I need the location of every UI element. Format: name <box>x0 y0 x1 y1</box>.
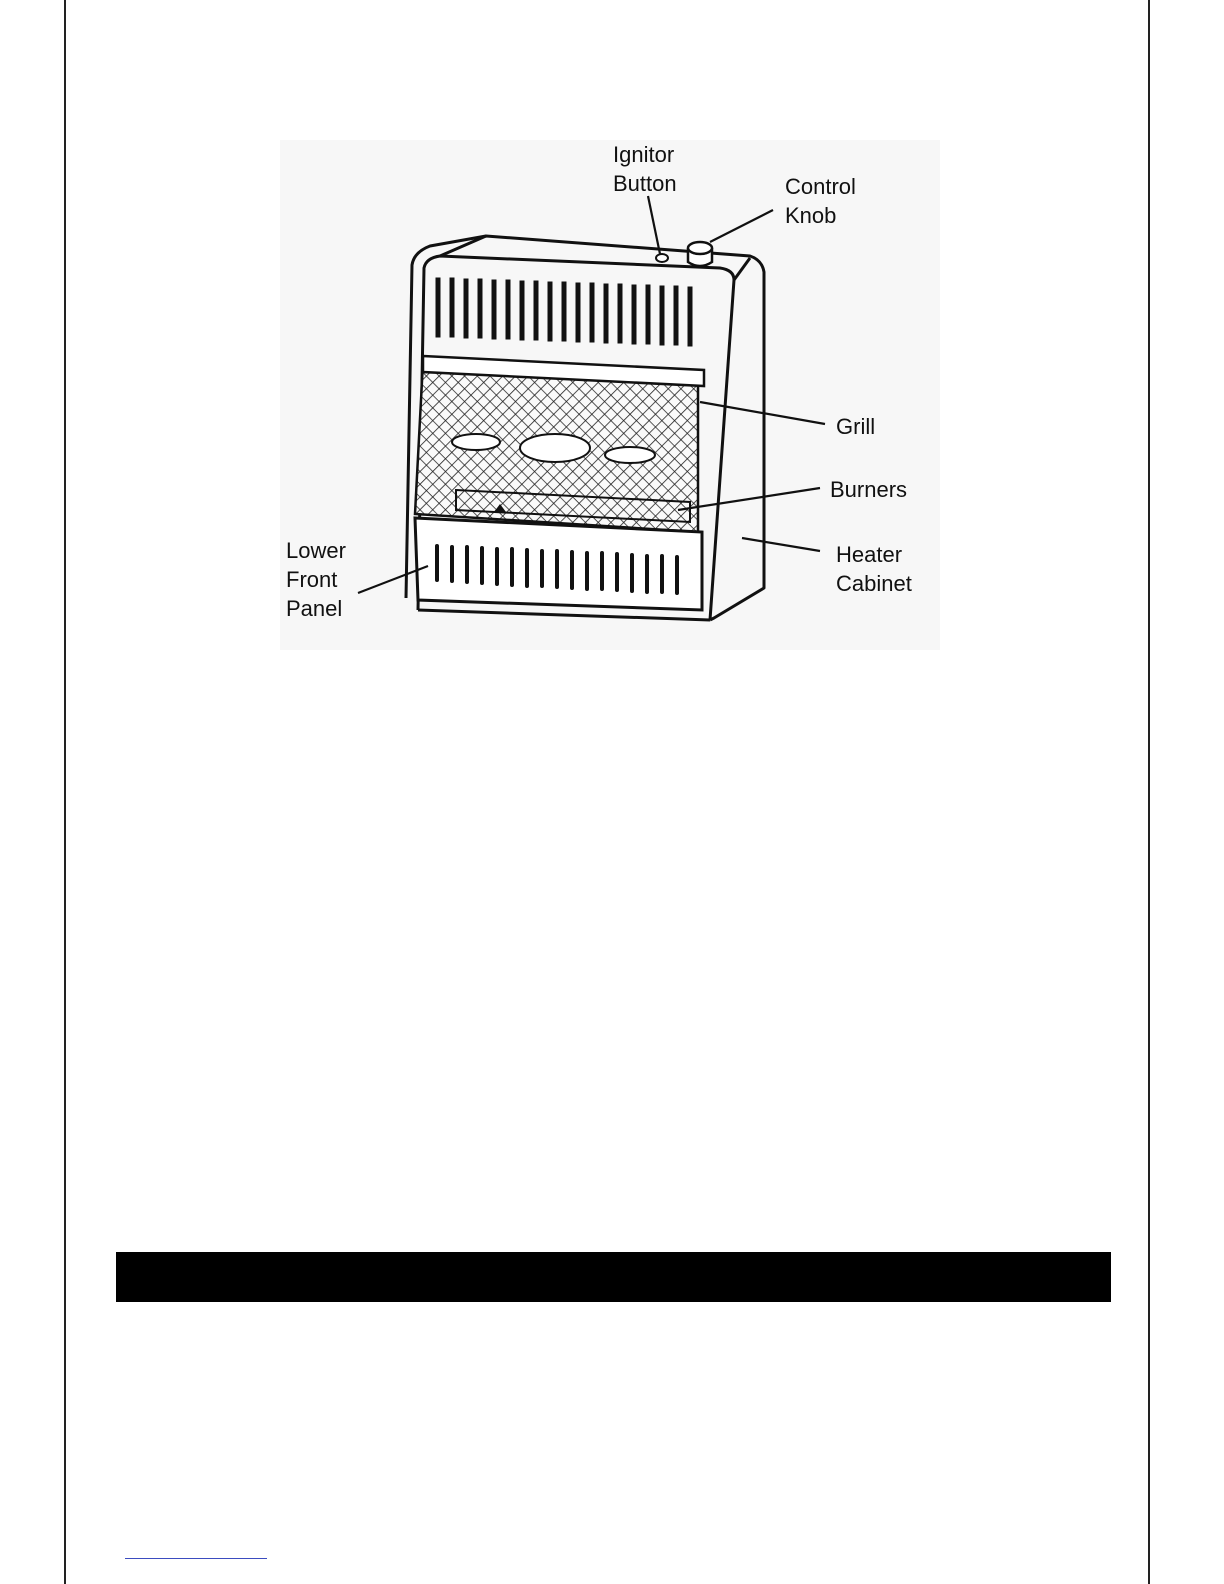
ignitor-leader <box>648 196 660 254</box>
control-leader <box>710 210 773 242</box>
section-header-bar <box>116 1252 1111 1302</box>
control-knob-icon <box>688 242 712 266</box>
lower-front-panel <box>415 518 702 610</box>
heater-diagram <box>280 140 940 650</box>
label-control-knob: Control Knob <box>785 174 856 228</box>
cabinet-leader <box>742 538 820 551</box>
label-grill: Grill <box>836 414 876 439</box>
label-burners: Burners <box>830 477 908 502</box>
label-lower-front-panel: Lower Front Panel <box>286 538 346 621</box>
label-heater-cabinet: Heater Cabinet <box>836 542 912 596</box>
label-ignitor-button: Ignitor Button <box>613 142 677 196</box>
burners-leader <box>678 488 820 510</box>
grill <box>415 356 704 532</box>
footer-rule <box>125 1558 267 1559</box>
top-vents <box>438 280 690 344</box>
ignitor-button-icon <box>656 254 668 262</box>
page-border-left <box>64 0 66 1584</box>
page-border-right <box>1148 0 1150 1584</box>
